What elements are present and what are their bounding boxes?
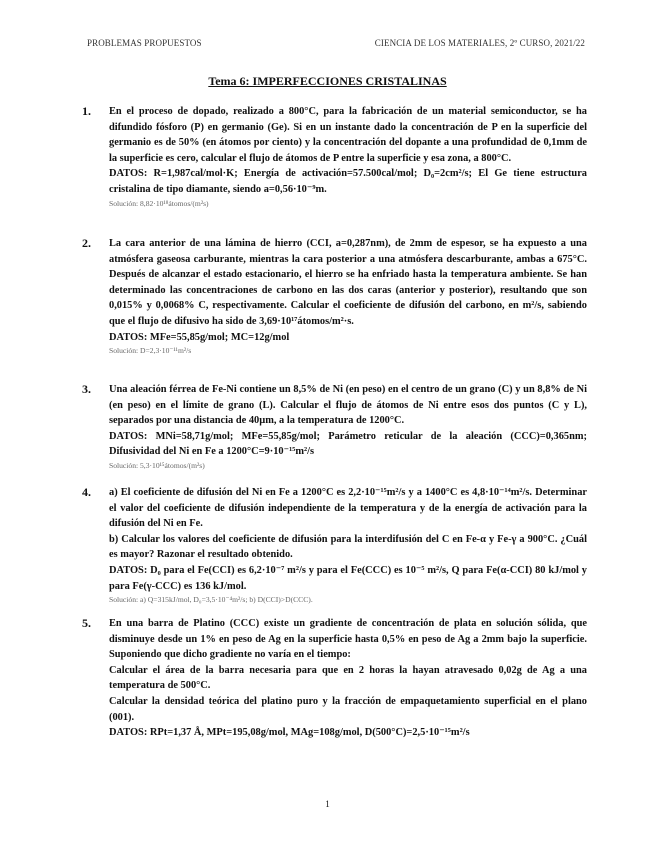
problem-number: 2. [82, 236, 91, 250]
page-title: Tema 6: IMPERFECCIONES CRISTALINAS [208, 74, 447, 88]
problem-data: DATOS: D₀ para el Fe(CCI) es 6,2·10⁻⁷ m²/s y para el Fe(CCC) es 10⁻⁵ m²/s, Q para Fe(α-CCI) 80 kJ/mol y para Fe(γ-CCC) es 136 kJ/mol. [109, 564, 587, 592]
problem-solution: Solución: 8,82·10¹⁸átomos/(m²s) [109, 198, 209, 208]
problem-statement: a) El coeficiente de difusión del Ni en Fe a 1200°C es 2,2·10⁻¹⁵m²/s y a 1400°C es 4,8·10⁻¹⁴m²/s. Determinar el valor del coeficiente de difusión independiente de la temperatura y de la energía de activación para la difusión del Ni en Fe. [109, 487, 587, 530]
problem-statement-b: b) Calcular los valores del coeficiente de difusión para la interdifusión del C en Fe-α y Fe-γ a 900°C. ¿Cuál es mayor? Razonar el resultado obtenido. [109, 533, 587, 561]
problem-solution: Solución: 5,3·10¹⁵átomos/(m²s) [109, 460, 205, 470]
problem-statement-c: Calcular la densidad teórica del platino puro y la fracción de empaquetamiento superficial en el plano (001). [109, 695, 587, 723]
problem-statement: En una barra de Platino (CCC) existe un gradiente de concentración de plata en solución sólida, que disminuye desde un 1% en peso de Ag en la superficie hasta 0,5% en peso de Ag a 2mm bajo la superficie. Suponiendo que dicho gradiente no varía en el tiempo: [109, 618, 587, 661]
problem-solution: Solución: a) Q=315kJ/mol, D₀=3,5·10⁻⁴m²/s; b) D(CCI)>D(CCC). [109, 595, 313, 605]
problem-statement: La cara anterior de una lámina de hierro (CCI, a=0,287nm), de 2mm de espesor, se ha expuesto a una atmósfera gaseosa carburante, mientras la cara posterior a una atmósfera descarburante, ambas a 675°C. Después de alcanzar el estado estacionario, el hierro se ha enfriado hasta la temperatura ambiente. Se han determinado las concentraciones de carbono en las dos caras (anterior y posterior), resultando que son 0,015% y 0,0068% C, respectivamente. Calcular el coeficiente de difusión del carbono, en m²/s, sabiendo que el flujo de difusivo ha sido de 3,69·10¹⁷átomos/m²·s. [109, 238, 587, 327]
problem-number: 3. [82, 382, 91, 396]
problem-statement: En el proceso de dopado, realizado a 800°C, para la fabricación de un material semiconductor, se ha difundido fósforo (P) en germanio (Ge). Si en un instante dado la concentración de P en la superficie del germanio es de 50% (en átomos por ciento) y la concentración del dopante a una profundidad de 0,1mm de la superficie es cero, calcular el flujo de átomos de P entre la superficie y esa zona, a 800°C. [109, 106, 587, 164]
problem-data: DATOS: MNi=58,71g/mol; MFe=55,85g/mol; Parámetro reticular de la aleación (CCC)=0,365nm; Difusividad del Ni en Fe a 1200°C=9·10⁻¹⁵m²/s [109, 430, 587, 458]
problem-number: 5. [82, 616, 91, 630]
problem-data: DATOS: MFe=55,85g/mol; MC=12g/mol [109, 331, 290, 343]
page-number: 1 [325, 799, 330, 809]
problem-data: DATOS: RPt=1,37 Å, MPt=195,08g/mol, MAg=108g/mol, D(500°C)=2,5·10⁻¹⁵m²/s [109, 727, 470, 739]
problem-number: 4. [82, 485, 91, 499]
problem-solution: Solución: D=2,3·10⁻¹¹m²/s [109, 346, 192, 356]
problem-statement: Una aleación férrea de Fe-Ni contiene un 8,5% de Ni (en peso) en el centro de un grano (C) y un 8,8% de Ni (en peso) en el límite de grano (L). Calcular el flujo de átomos de Ni entre esos dos puntos (C y L), separados por una distancia de 40µm, a la temperatura de 1200°C. [109, 384, 587, 427]
header-right: CIENCIA DE LOS MATERIALES, 2º CURSO, 2021/22 [374, 38, 585, 48]
problem-data: DATOS: R=1,987cal/mol·K; Energía de activación=57.500cal/mol; D₀=2cm²/s; El Ge tiene estructura cristalina de tipo diamante, siendo a=0,56·10⁻⁹m. [109, 168, 587, 195]
header-left: PROBLEMAS PROPUESTOS [87, 38, 202, 48]
problem-number: 1. [82, 104, 91, 118]
problem-statement-b: Calcular el área de la barra necesaria para que en 2 horas la hayan atravesado 0,02g de Ag a una temperatura de 500°C. [109, 664, 587, 692]
